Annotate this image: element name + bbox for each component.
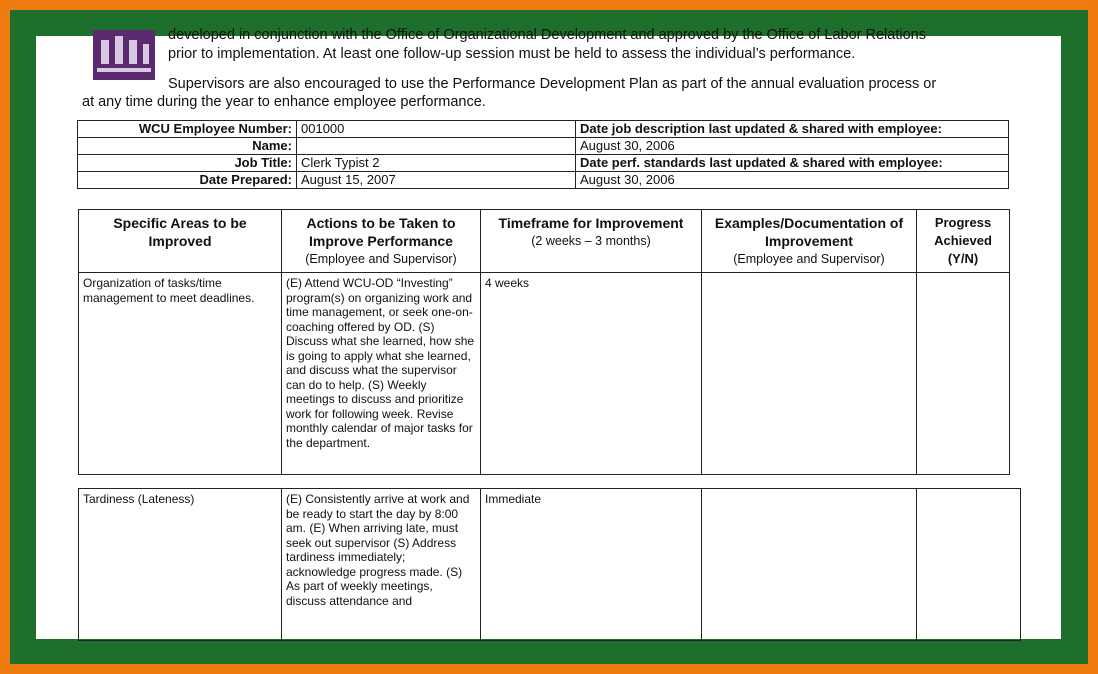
header-progress: Progress Achieved (Y/N) <box>917 210 1010 273</box>
row-examples <box>702 489 917 641</box>
perf-standards-date-label: Date perf. standards last updated & shared with employee: <box>576 155 1009 172</box>
job-description-date-value: August 30, 2006 <box>576 138 1009 155</box>
employee-number-value: 001000 <box>297 121 576 138</box>
intro-text-line: prior to implementation. At least one follow-up session must be held to assess the individual’s performance. <box>168 46 856 62</box>
row-actions: (E) Attend WCU-OD “Investing” program(s) on organizing work and time management, or seek one-on-coaching offered by OD. (S) Discuss what she learned, how she is going to apply what she learned, and discuss what the supervisor can do to help. (S) Weekly meetings to discuss and prioritize work for following week. Revise monthly calendar of major tasks for the department. <box>282 273 481 475</box>
job-title-label: Job Title: <box>78 155 297 172</box>
university-logo-icon <box>93 30 155 80</box>
perf-standards-date-value: August 30, 2006 <box>576 172 1009 189</box>
employee-number-label: WCU Employee Number: <box>78 121 297 138</box>
date-prepared-label: Date Prepared: <box>78 172 297 189</box>
row-actions: (E) Consistently arrive at work and be ready to start the day by 8:00 am. (E) When arriving late, must seek out supervisor (S) Address tardiness immediately; acknowledge progress made. (S) As part of weekly meetings, discuss attendance and <box>282 489 481 641</box>
row-area: Tardiness (Lateness) <box>79 489 282 641</box>
row-progress <box>917 489 1021 641</box>
header-examples: Examples/Documentation of Improvement (Employee and Supervisor) <box>702 210 917 273</box>
header-actions: Actions to be Taken to Improve Performance (Employee and Supervisor) <box>282 210 481 273</box>
header-specific-areas: Specific Areas to be Improved <box>79 210 282 273</box>
row-timeframe: 4 weeks <box>481 273 702 475</box>
supervisor-text-line2: at any time during the year to enhance employee performance. <box>82 94 486 110</box>
date-prepared-value: August 15, 2007 <box>297 172 576 189</box>
row-examples <box>702 273 917 475</box>
employee-info-table <box>77 120 1009 189</box>
table-row <box>79 273 1010 475</box>
header-timeframe: Timeframe for Improvement (2 weeks – 3 months) <box>481 210 702 273</box>
job-description-date-label: Date job description last updated & shared with employee: <box>576 121 1009 138</box>
row-timeframe: Immediate <box>481 489 702 641</box>
cut-off-text-line: developed in conjunction with the Office of Organizational Development and approved by the Office of Labor Relations <box>168 27 926 43</box>
row-progress <box>917 273 1010 475</box>
name-value <box>297 138 576 155</box>
job-title-value: Clerk Typist 2 <box>297 155 576 172</box>
improvement-plan-table <box>78 209 1010 475</box>
name-label: Name: <box>78 138 297 155</box>
row-area: Organization of tasks/time management to meet deadlines. <box>79 273 282 475</box>
document-page <box>36 27 1061 639</box>
table-row <box>79 489 1021 641</box>
plan-header-row <box>79 210 1010 273</box>
supervisor-text-line1: Supervisors are also encouraged to use the Performance Development Plan as part of the annual evaluation process or <box>168 76 937 92</box>
improvement-plan-table-continued <box>78 488 1021 641</box>
